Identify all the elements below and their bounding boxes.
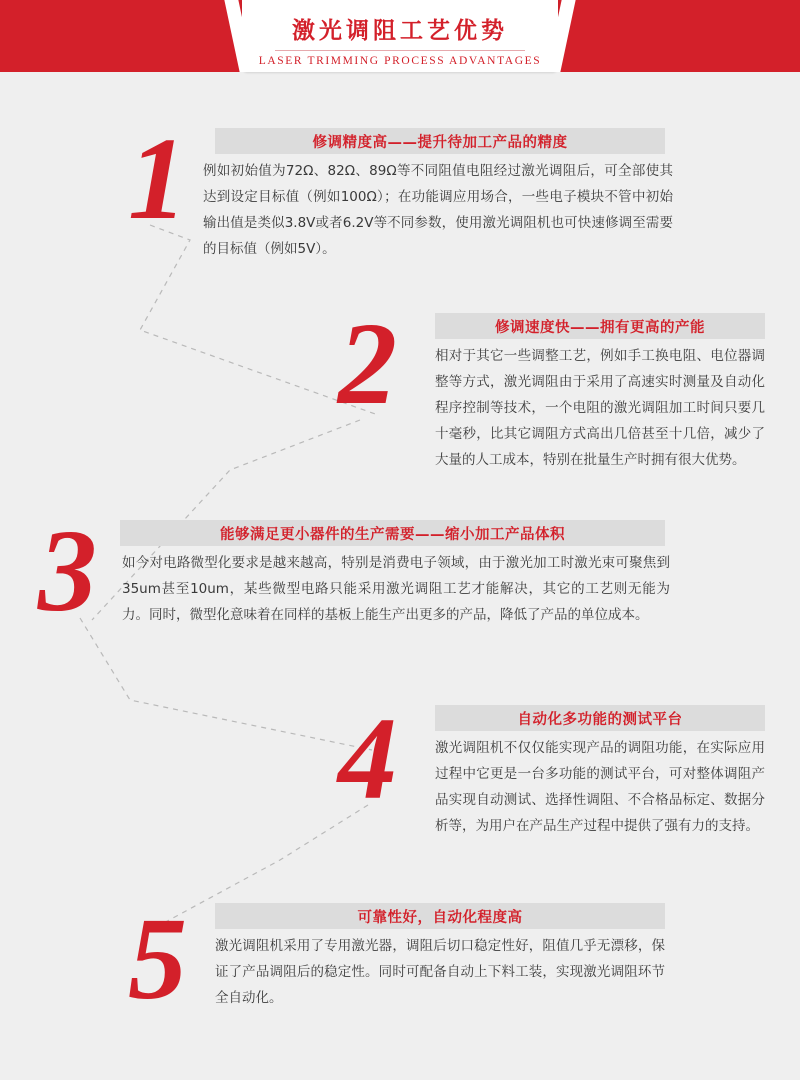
item-body-4: 激光调阻机不仅仅能实现产品的调阻功能，在实际应用过程中它更是一台多功能的测试平台，可对整体调阻产品实现自动测试、选择性调阻、不合格品标定、数据分析等，为用户在产品生产过程中提供了强有力的支持。	[435, 740, 765, 834]
item-heading-bar-4	[435, 705, 765, 731]
item-heading-bar-3	[120, 520, 665, 546]
page-title-cn: 激光调阻工艺优势	[292, 18, 508, 44]
item-heading-2: 修调速度快——拥有更高的产能	[495, 319, 705, 336]
item-heading-3: 能够满足更小器件的生产需要——缩小加工产品体积	[220, 526, 565, 543]
item-number-4: 4	[338, 693, 397, 824]
item-heading-4: 自动化多功能的测试平台	[517, 711, 683, 728]
page-title-en: LASER TRIMMING PROCESS ADVANTAGES	[258, 55, 542, 67]
item-number-2: 2	[338, 298, 397, 429]
item-number-3: 3	[38, 505, 97, 636]
item-heading-5: 可靠性好，自动化程度高	[357, 909, 523, 926]
item-heading-bar-1	[215, 128, 665, 154]
item-number-5: 5	[128, 893, 187, 1024]
item-body-5: 激光调阻机采用了专用激光器，调阻后切口稳定性好，阻值几乎无漂移，保证了产品调阻后的稳定性。同时可配备自动上下料工装，实现激光调阻环节全自动化。	[215, 938, 665, 1006]
item-heading-bar-5	[215, 903, 665, 929]
item-body-1: 例如初始值为72Ω、82Ω、89Ω等不同阻值电阻经过激光调阻后，可全部使其达到设定目标值（例如100Ω）；在功能调应用场合，一些电子模块不管中初始输出值是类似3.8V或者6.2V等不同参数，使用激光调阻机也可快速修调至需要的目标值（例如5V）。	[203, 163, 673, 257]
item-body-2: 相对于其它一些调整工艺，例如手工换电阻、电位器调整等方式，激光调阻由于采用了高速实时测量及自动化程序控制等技术，一个电阻的激光调阻加工时间只要几十毫秒，比其它调阻方式高出几倍甚至十几倍，减少了大量的人工成本，特别在批量生产时拥有很大优势。	[435, 348, 765, 468]
item-heading-1: 修调精度高——提升待加工产品的精度	[312, 134, 568, 151]
item-number-1: 1	[128, 113, 187, 244]
item-body-3: 如今对电路微型化要求是越来越高，特别是消费电子领域，由于激光加工时激光束可聚焦到35um甚至10um，某些微型电路只能采用激光调阻工艺才能解决，其它的工艺则无能为力。同时，微型化意味着在同样的基板上能生产出更多的产品，降低了产品的单位成本。	[122, 555, 670, 623]
item-heading-bar-2	[435, 313, 765, 339]
